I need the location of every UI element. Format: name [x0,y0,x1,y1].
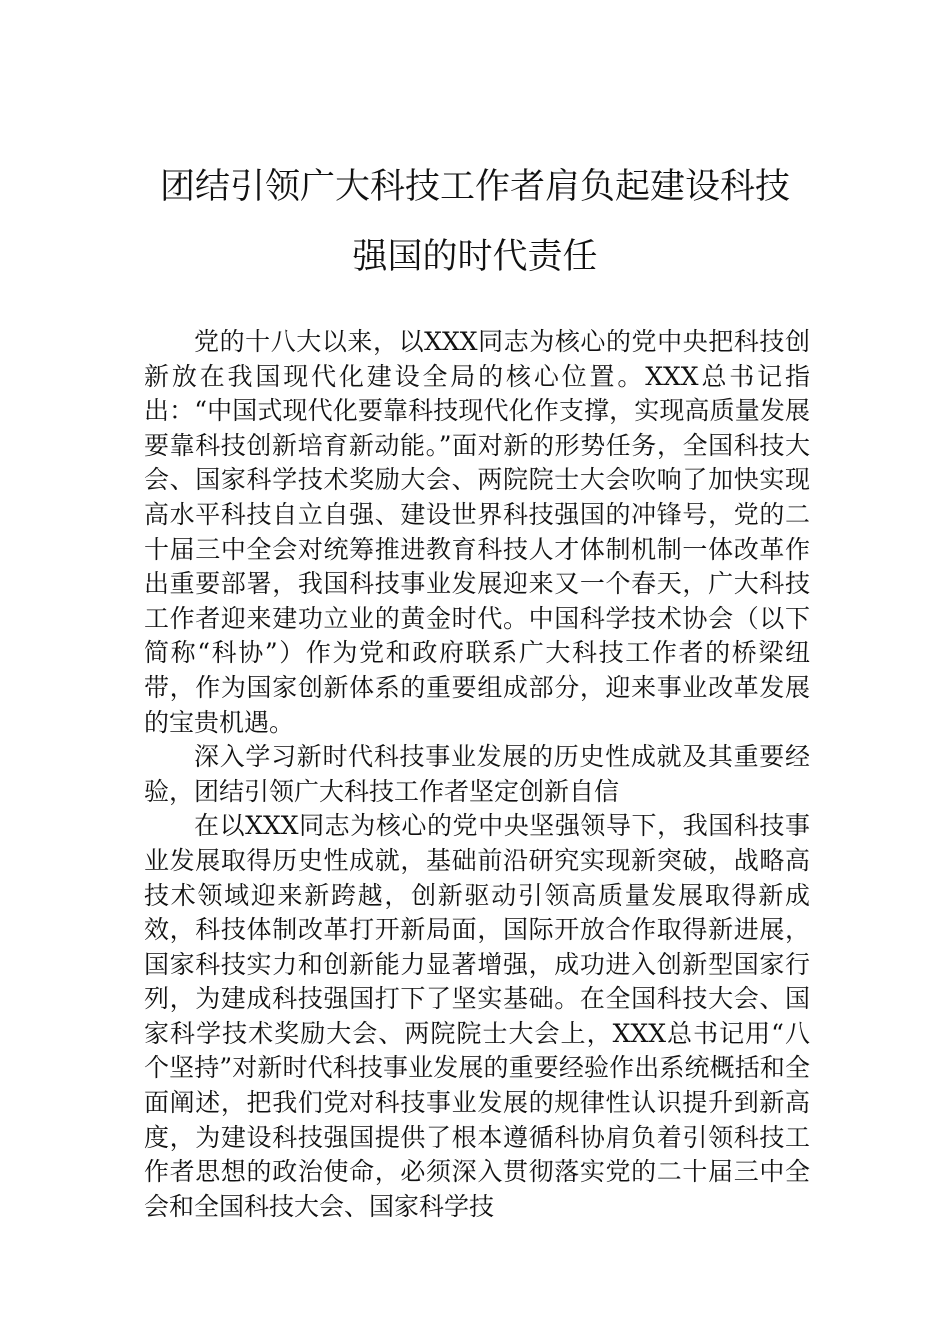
paragraph-3: 在以XXX同志为核心的党中央坚强领导下，我国科技事业发展取得历史性成就，基础前沿研究实现新突破，战略高技术领域迎来新跨越，创新驱动引领高质量发展取得新成效，科技体制改革打开新局面，国际开放合作取得新进展，国家科技实力和创新能力显著增强，成功进入创新型国家行列，为建成科技强国打下了坚实基础。在全国科技大会、国家科学技术奖励大会、两院院士大会上，XXX总书记用“八个坚持”对新时代科技事业发展的重要经验作出系统概括和全面阐述，把我们党对科技事业发展的规律性认识提升到新高度，为建设科技强国提供了根本遵循科协肩负着引领科技工作者思想的政治使命，必须深入贯彻落实党的二十届三中全会和全国科技大会、国家科学技 [144,811,810,1221]
document-body [144,325,810,1224]
paragraph-2-heading: 深入学习新时代科技事业发展的历史性成就及其重要经验，团结引领广大科技工作者坚定创新自信 [144,742,810,806]
paragraph-1: 党的十八大以来，以XXX同志为核心的党中央把科技创新放在我国现代化建设全局的核心位置。XXX总书记指出：“中国式现代化要靠科技现代化作支撑，实现高质量发展要靠科技创新培育新动能。”面对新的形势任务，全国科技大会、国家科学技术奖励大会、两院院士大会吹响了加快实现高水平科技自立自强、建设世界科技强国的冲锋号，党的二十届三中全会对统筹推进教育科技人才体制机制一体改革作出重要部署，我国科技事业发展迎来又一个春天，广大科技工作者迎来建功立业的黄金时代。中国科学技术协会（以下简称“科协”）作为党和政府联系广大科技工作者的桥梁纽带，作为国家创新体系的重要组成部分，迎来事业改革发展的宝贵机遇。 [144,327,810,737]
document-title-line-2: 强国的时代责任 [352,237,598,277]
document-title-line-1: 团结引领广大科技工作者肩负起建设科技 [159,167,790,207]
